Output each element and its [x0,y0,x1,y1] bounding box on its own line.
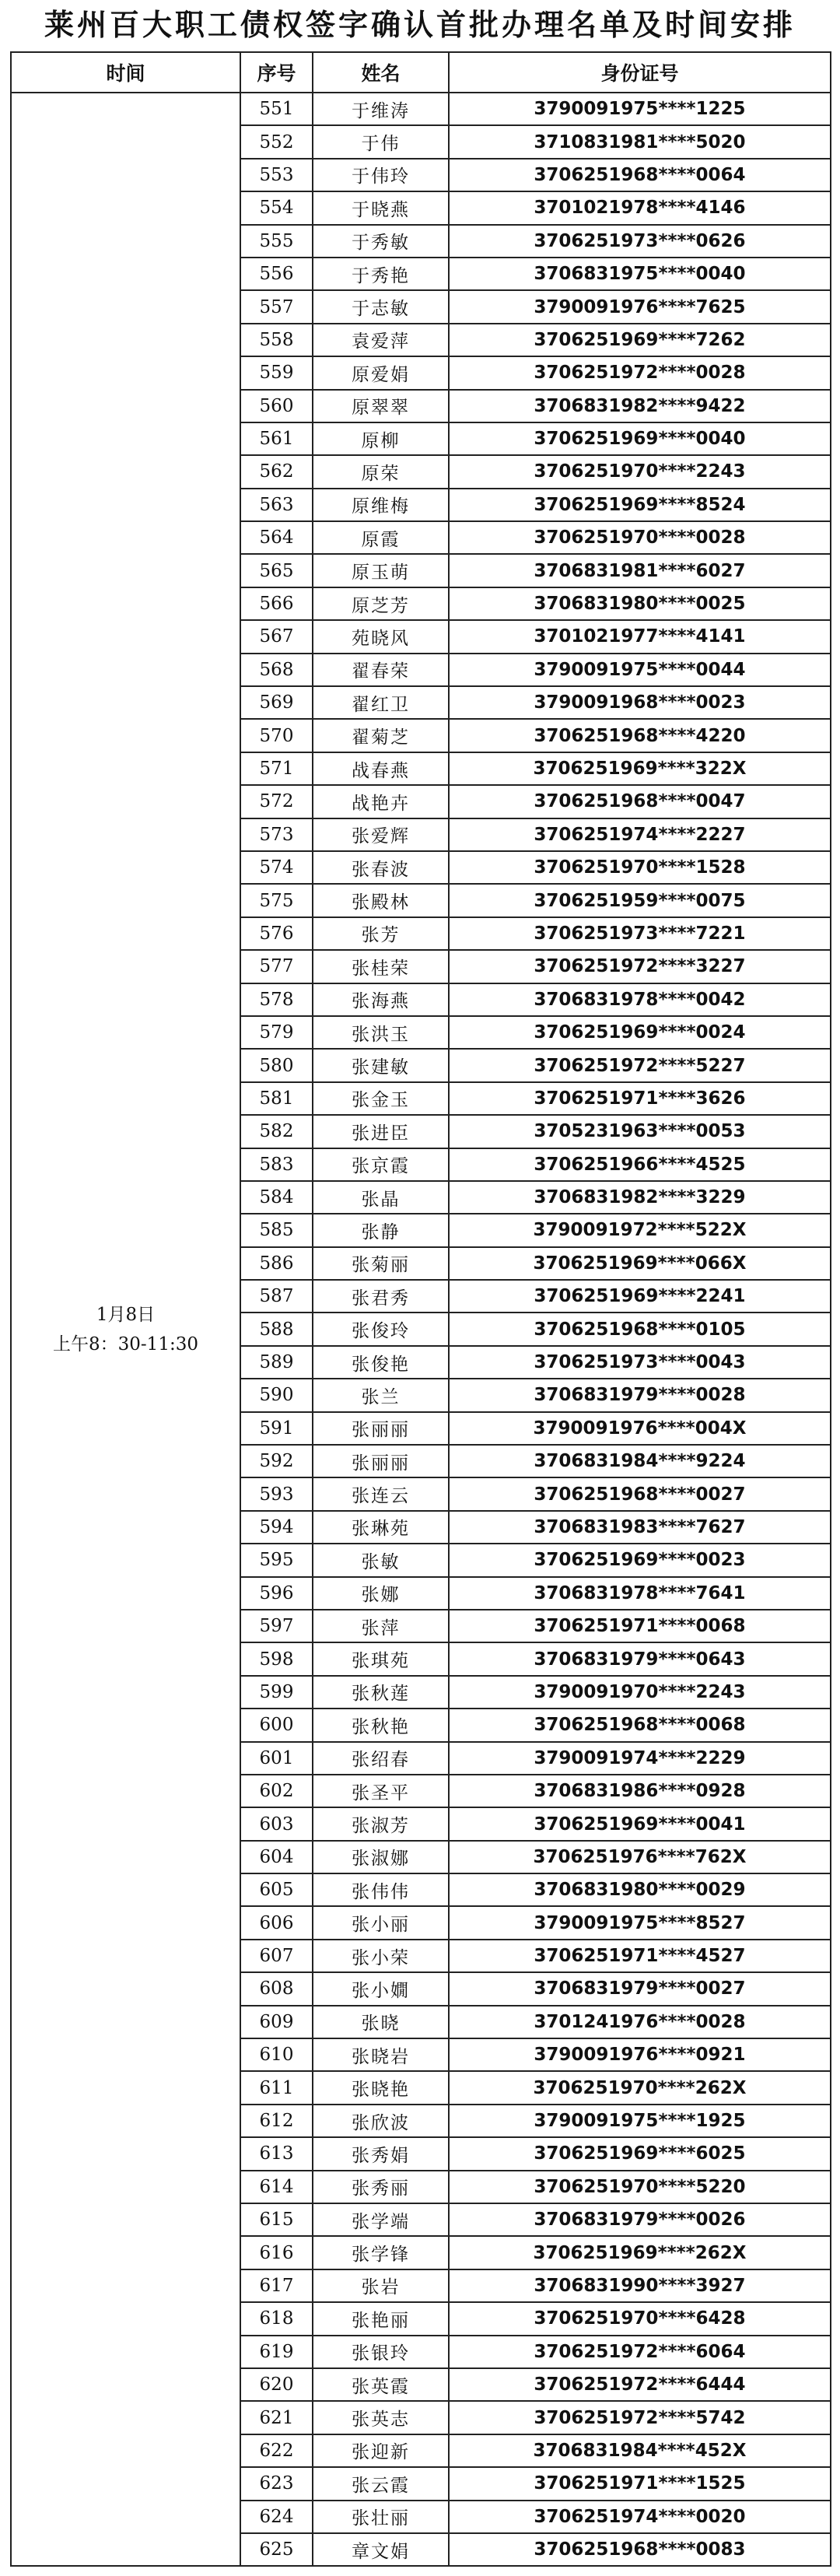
name-cell: 翟春荣 [313,654,449,686]
seq-cell: 591 [240,1412,313,1445]
name-cell: 张洪玉 [313,1016,449,1049]
seq-cell: 620 [240,2368,313,2401]
id-cell: 3706251968****0068 [449,1709,831,1741]
id-cell: 3790091968****0023 [449,686,831,719]
id-cell: 3706251968****4220 [449,719,831,752]
id-cell: 3706251970****6428 [449,2302,831,2335]
name-cell: 张殿林 [313,884,449,916]
name-cell: 原爱娟 [313,356,449,389]
id-cell: 3706251968****0064 [449,159,831,191]
name-cell: 张菊丽 [313,1247,449,1280]
seq-cell: 606 [240,1906,313,1939]
name-cell: 张秀丽 [313,2171,449,2203]
name-cell: 张欣波 [313,2105,449,2137]
name-cell: 张伟伟 [313,1873,449,1906]
seq-cell: 557 [240,290,313,323]
header-id: 身份证号 [449,52,831,93]
seq-cell: 570 [240,719,313,752]
seq-cell: 610 [240,2038,313,2071]
name-cell: 原芝芳 [313,587,449,620]
name-cell: 张静 [313,1214,449,1246]
header-seq: 序号 [240,52,313,93]
seq-cell: 553 [240,159,313,191]
seq-cell: 571 [240,752,313,785]
name-cell: 原维梅 [313,489,449,521]
id-cell: 3706251976****762X [449,1841,831,1873]
name-cell: 张俊玲 [313,1313,449,1345]
seq-cell: 584 [240,1181,313,1214]
id-cell: 3706251969****0024 [449,1016,831,1049]
seq-cell: 572 [240,785,313,818]
seq-cell: 586 [240,1247,313,1280]
id-cell: 3706251969****262X [449,2236,831,2269]
seq-cell: 560 [240,390,313,422]
seq-cell: 563 [240,489,313,521]
seq-cell: 562 [240,455,313,488]
name-cell: 于秀艳 [313,258,449,290]
seq-cell: 608 [240,1972,313,2005]
seq-cell: 578 [240,983,313,1016]
seq-cell: 568 [240,654,313,686]
name-cell: 张秋艳 [313,1709,449,1741]
seq-cell: 602 [240,1775,313,1807]
id-cell: 3706251972****5742 [449,2401,831,2434]
id-cell: 3706251973****0626 [449,225,831,258]
id-cell: 3706251970****2243 [449,455,831,488]
name-cell: 战春燕 [313,752,449,785]
seq-cell: 616 [240,2236,313,2269]
id-cell: 3701241976****0028 [449,2006,831,2038]
seq-cell: 594 [240,1511,313,1544]
name-cell: 张岩 [313,2269,449,2302]
id-cell: 3706831981****6027 [449,554,831,587]
id-cell: 3706251970****5220 [449,2171,831,2203]
page-title: 莱州百大职工债权签字确认首批办理名单及时间安排 [44,7,796,42]
id-cell: 3706251972****6064 [449,2336,831,2368]
id-cell: 3790091970****2243 [449,1676,831,1709]
roster-body [11,93,831,2566]
seq-cell: 566 [240,587,313,620]
id-cell: 3706251968****0083 [449,2533,831,2566]
seq-cell: 585 [240,1214,313,1246]
name-cell: 张京霞 [313,1148,449,1181]
id-cell: 3706831979****0026 [449,2203,831,2236]
id-cell: 3706831986****0928 [449,1775,831,1807]
name-cell: 原荣 [313,455,449,488]
seq-cell: 615 [240,2203,313,2236]
id-cell: 3706251970****262X [449,2071,831,2104]
name-cell: 张爱辉 [313,818,449,851]
id-cell: 3706251966****4525 [449,1148,831,1181]
name-cell: 张琳苑 [313,1511,449,1544]
id-cell: 3706251974****2227 [449,818,831,851]
id-cell: 3706251972****3227 [449,950,831,983]
id-cell: 3706831980****0025 [449,587,831,620]
id-cell: 3706251972****0028 [449,356,831,389]
id-cell: 3706251969****2241 [449,1280,831,1313]
seq-cell: 623 [240,2467,313,2500]
name-cell: 张海燕 [313,983,449,1016]
seq-cell: 580 [240,1049,313,1081]
header-name: 姓名 [313,52,449,93]
seq-cell: 561 [240,422,313,455]
id-cell: 3706251969****6025 [449,2137,831,2170]
seq-cell: 618 [240,2302,313,2335]
name-cell: 张小丽 [313,1906,449,1939]
roster-table [10,51,831,2567]
name-cell: 张俊艳 [313,1346,449,1379]
id-cell: 3705231963****0053 [449,1115,831,1148]
name-cell: 翟菊芝 [313,719,449,752]
seq-cell: 569 [240,686,313,719]
seq-cell: 552 [240,125,313,158]
name-cell: 张英志 [313,2401,449,2434]
name-cell: 张晓艳 [313,2071,449,2104]
id-cell: 3706831979****0027 [449,1972,831,2005]
time-slot-period: 上午8：30-11:30 [53,1334,198,1355]
seq-cell: 565 [240,554,313,587]
seq-cell: 622 [240,2434,313,2467]
id-cell: 3701021977****4141 [449,620,831,653]
seq-cell: 609 [240,2006,313,2038]
id-cell: 3790091975****8527 [449,1906,831,1939]
name-cell: 张芳 [313,917,449,950]
name-cell: 张敏 [313,1544,449,1576]
seq-cell: 604 [240,1841,313,1873]
seq-cell: 590 [240,1379,313,1411]
seq-cell: 603 [240,1807,313,1840]
name-cell: 张秀娟 [313,2137,449,2170]
id-cell: 3706251972****6444 [449,2368,831,2401]
id-cell: 3706251969****322X [449,752,831,785]
seq-cell: 600 [240,1709,313,1741]
seq-cell: 611 [240,2071,313,2104]
id-cell: 3706251971****1525 [449,2467,831,2500]
seq-cell: 619 [240,2336,313,2368]
name-cell: 张小荣 [313,1940,449,1972]
name-cell: 张建敏 [313,1049,449,1081]
id-cell: 3706251970****0028 [449,521,831,554]
name-cell: 张学端 [313,2203,449,2236]
seq-cell: 582 [240,1115,313,1148]
id-cell: 3706831984****9224 [449,1445,831,1477]
seq-cell: 614 [240,2171,313,2203]
name-cell: 张金玉 [313,1082,449,1115]
name-cell: 张绍春 [313,1742,449,1775]
id-cell: 3790091972****522X [449,1214,831,1246]
id-cell: 3706251968****0105 [449,1313,831,1345]
seq-cell: 589 [240,1346,313,1379]
name-cell: 张云霞 [313,2467,449,2500]
id-cell: 3790091975****0044 [449,654,831,686]
seq-cell: 597 [240,1610,313,1642]
name-cell: 张迎新 [313,2434,449,2467]
name-cell: 张琪苑 [313,1642,449,1675]
name-cell: 于秀敏 [313,225,449,258]
seq-cell: 575 [240,884,313,916]
seq-cell: 579 [240,1016,313,1049]
id-cell: 3706251974****0020 [449,2501,831,2533]
id-cell: 3706251972****5227 [449,1049,831,1081]
seq-cell: 599 [240,1676,313,1709]
name-cell: 张桂荣 [313,950,449,983]
name-cell: 原柳 [313,422,449,455]
seq-cell: 556 [240,258,313,290]
name-cell: 袁爱萍 [313,324,449,356]
name-cell: 张进臣 [313,1115,449,1148]
name-cell: 张娜 [313,1577,449,1610]
seq-cell: 613 [240,2137,313,2170]
seq-cell: 573 [240,818,313,851]
name-cell: 原翠翠 [313,390,449,422]
id-cell: 3706251969****0041 [449,1807,831,1840]
name-cell: 翟红卫 [313,686,449,719]
name-cell: 张春波 [313,851,449,884]
name-cell: 原霞 [313,521,449,554]
name-cell: 张小嫺 [313,1972,449,2005]
id-cell: 3710831981****5020 [449,125,831,158]
table-row [11,93,831,125]
seq-cell: 607 [240,1940,313,1972]
name-cell: 张银玲 [313,2336,449,2368]
seq-cell: 621 [240,2401,313,2434]
name-cell: 于志敏 [313,290,449,323]
id-cell: 3706831982****3229 [449,1181,831,1214]
seq-cell: 559 [240,356,313,389]
id-cell: 3706251971****3626 [449,1082,831,1115]
id-cell: 3706831984****452X [449,2434,831,2467]
id-cell: 3706831990****3927 [449,2269,831,2302]
name-cell: 于伟玲 [313,159,449,191]
seq-cell: 617 [240,2269,313,2302]
seq-cell: 576 [240,917,313,950]
name-cell: 于维涛 [313,93,449,125]
name-cell: 张晓 [313,2006,449,2038]
name-cell: 原玉萌 [313,554,449,587]
seq-cell: 593 [240,1477,313,1510]
id-cell: 3706251969****066X [449,1247,831,1280]
id-cell: 3706251968****0027 [449,1477,831,1510]
seq-cell: 598 [240,1642,313,1675]
id-cell: 3706831975****0040 [449,258,831,290]
header-row [11,52,831,93]
name-cell: 张淑芳 [313,1807,449,1840]
id-cell: 3706251973****7221 [449,917,831,950]
seq-cell: 554 [240,191,313,224]
name-cell: 张连云 [313,1477,449,1510]
id-cell: 3706831983****7627 [449,1511,831,1544]
seq-cell: 612 [240,2105,313,2137]
name-cell: 张晓岩 [313,2038,449,2071]
id-cell: 3706831982****9422 [449,390,831,422]
name-cell: 章文娟 [313,2533,449,2566]
name-cell: 战艳卉 [313,785,449,818]
name-cell: 于晓燕 [313,191,449,224]
seq-cell: 624 [240,2501,313,2533]
id-cell: 3706831979****0028 [449,1379,831,1411]
name-cell: 张学锋 [313,2236,449,2269]
name-cell: 张兰 [313,1379,449,1411]
id-cell: 3790091974****2229 [449,1742,831,1775]
seq-cell: 574 [240,851,313,884]
id-cell: 3706831978****7641 [449,1577,831,1610]
id-cell: 3790091976****004X [449,1412,831,1445]
id-cell: 3790091976****0921 [449,2038,831,2071]
seq-cell: 581 [240,1082,313,1115]
id-cell: 3706251971****0068 [449,1610,831,1642]
id-cell: 3790091975****1225 [449,93,831,125]
name-cell: 张丽丽 [313,1445,449,1477]
seq-cell: 587 [240,1280,313,1313]
id-cell: 3790091976****7625 [449,290,831,323]
id-cell: 3706831979****0643 [449,1642,831,1675]
name-cell: 张淑娜 [313,1841,449,1873]
header-time: 时间 [11,52,240,93]
name-cell: 苑晓风 [313,620,449,653]
name-cell: 张晶 [313,1181,449,1214]
id-cell: 3706251971****4527 [449,1940,831,1972]
id-cell: 3706831980****0029 [449,1873,831,1906]
id-cell: 3706251959****0075 [449,884,831,916]
id-cell: 3701021978****4146 [449,191,831,224]
id-cell: 3706251969****0023 [449,1544,831,1576]
id-cell: 3706251969****8524 [449,489,831,521]
id-cell: 3706831978****0042 [449,983,831,1016]
id-cell: 3706251970****1528 [449,851,831,884]
name-cell: 张艳丽 [313,2302,449,2335]
name-cell: 张壮丽 [313,2501,449,2533]
seq-cell: 558 [240,324,313,356]
seq-cell: 596 [240,1577,313,1610]
seq-cell: 551 [240,93,313,125]
seq-cell: 555 [240,225,313,258]
id-cell: 3790091975****1925 [449,2105,831,2137]
seq-cell: 583 [240,1148,313,1181]
seq-cell: 577 [240,950,313,983]
seq-cell: 592 [240,1445,313,1477]
time-slot-cell [11,93,240,2566]
id-cell: 3706251973****0043 [449,1346,831,1379]
id-cell: 3706251968****0047 [449,785,831,818]
id-cell: 3706251969****0040 [449,422,831,455]
seq-cell: 625 [240,2533,313,2566]
name-cell: 张圣平 [313,1775,449,1807]
seq-cell: 601 [240,1742,313,1775]
name-cell: 张秋莲 [313,1676,449,1709]
id-cell: 3706251969****7262 [449,324,831,356]
name-cell: 张丽丽 [313,1412,449,1445]
seq-cell: 595 [240,1544,313,1576]
time-slot-date: 1月8日 [96,1304,156,1325]
name-cell: 张君秀 [313,1280,449,1313]
seq-cell: 564 [240,521,313,554]
seq-cell: 588 [240,1313,313,1345]
name-cell: 张英霞 [313,2368,449,2401]
seq-cell: 605 [240,1873,313,1906]
seq-cell: 567 [240,620,313,653]
name-cell: 于伟 [313,125,449,158]
name-cell: 张萍 [313,1610,449,1642]
